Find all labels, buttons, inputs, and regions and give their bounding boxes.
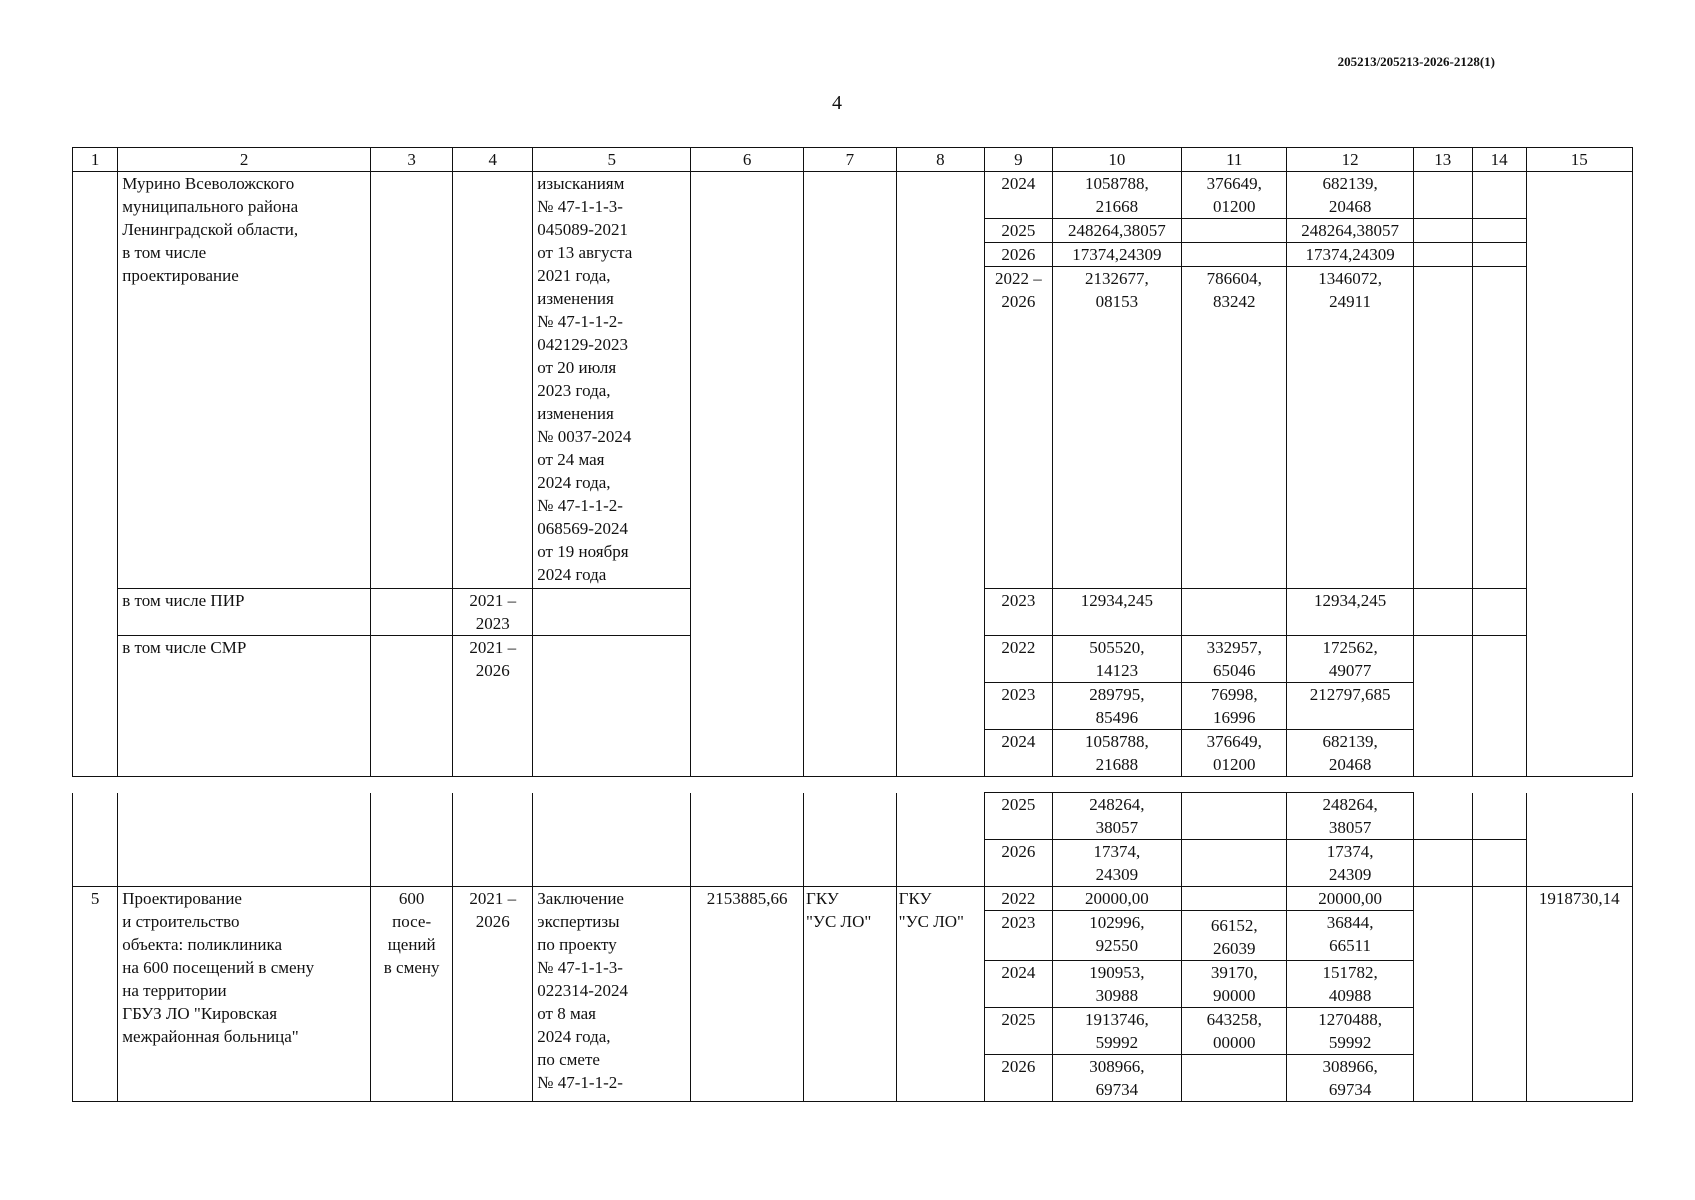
capacity-cell (371, 172, 453, 589)
object-name-cell: Проектирование и строительство объекта: поликлиника на 600 посещений в смену на территории ГБУЗ ЛО "Кировская межрайонная больница" (118, 887, 371, 1102)
header-cell: 14 (1472, 148, 1526, 172)
regional-cell: 172562, 49077 (1287, 636, 1413, 683)
table-row (73, 887, 1633, 911)
federal-cell (1182, 887, 1287, 911)
header-cell: 7 (803, 148, 896, 172)
capacity-cell (371, 589, 453, 636)
regional-cell: 212797,685 (1287, 683, 1413, 730)
object-name-cell: в том числе СМР (118, 636, 371, 777)
year-cell: 2022 (985, 887, 1052, 911)
total-cell: 1058788, 21688 (1052, 730, 1182, 777)
year-cell: 2024 (985, 961, 1052, 1008)
total-cell: 17374,24309 (1052, 243, 1182, 267)
total-cell: 102996, 92550 (1052, 911, 1182, 961)
year-cell: 2024 (985, 172, 1052, 219)
header-cell: 13 (1413, 148, 1472, 172)
period-cell: 2021 – 2026 (453, 636, 533, 777)
page-number: 4 (832, 92, 842, 114)
customer-cell (803, 793, 896, 887)
table-row (73, 793, 1633, 840)
capacity-cell: 600 посе- щений в смену (371, 887, 453, 1102)
federal-cell (1182, 793, 1287, 840)
col14-cell (1472, 887, 1526, 1102)
year-cell: 2025 (985, 219, 1052, 243)
total-cell: 308966, 69734 (1052, 1055, 1182, 1102)
table-row (73, 172, 1633, 219)
header-cell: 15 (1526, 148, 1632, 172)
total-cell: 12934,245 (1052, 589, 1182, 636)
regional-cell: 1270488, 59992 (1287, 1008, 1413, 1055)
year-cell: 2023 (985, 683, 1052, 730)
developer-cell (896, 793, 984, 887)
header-row (73, 148, 1633, 172)
total-cell: 2132677, 08153 (1052, 267, 1182, 589)
data-table-lower (72, 792, 1633, 1102)
cost-cell (691, 172, 804, 777)
regional-cell: 248264,38057 (1287, 219, 1413, 243)
total-cell: 1058788, 21668 (1052, 172, 1182, 219)
header-cell: 4 (453, 148, 533, 172)
header-cell: 8 (896, 148, 984, 172)
regional-cell: 17374,24309 (1287, 243, 1413, 267)
year-cell: 2022 (985, 636, 1052, 683)
federal-cell: 76998, 16996 (1182, 683, 1287, 730)
col14-cell (1472, 172, 1526, 219)
header-cell: 10 (1052, 148, 1182, 172)
period-cell: 2021 – 2023 (453, 589, 533, 636)
header-cell: 11 (1182, 148, 1287, 172)
regional-cell: 682139, 20468 (1287, 172, 1413, 219)
year-cell: 2023 (985, 589, 1052, 636)
col13-cell (1413, 793, 1472, 840)
period-cell (453, 793, 533, 887)
col13-cell (1413, 267, 1472, 589)
federal-cell: 332957, 65046 (1182, 636, 1287, 683)
year-cell: 2025 (985, 793, 1052, 840)
customer-cell: ГКУ "УС ЛО" (803, 887, 896, 1102)
total-cell: 289795, 85496 (1052, 683, 1182, 730)
year-cell: 2026 (985, 243, 1052, 267)
col14-cell (1472, 793, 1526, 840)
col14-cell (1472, 243, 1526, 267)
object-name-cell: Мурино Всеволожского муниципального района Ленинградской области, в том числе проектирование (118, 172, 371, 589)
federal-cell: 786604, 83242 (1182, 267, 1287, 589)
expertise-cell (533, 793, 691, 887)
federal-cell (1182, 589, 1287, 636)
regional-cell: 682139, 20468 (1287, 730, 1413, 777)
period-cell (453, 172, 533, 589)
col13-cell (1413, 636, 1472, 777)
expertise-cell (533, 636, 691, 777)
federal-cell: 376649, 01200 (1182, 730, 1287, 777)
developer-cell: ГКУ "УС ЛО" (896, 887, 984, 1102)
federal-cell (1182, 219, 1287, 243)
expertise-cell: Заключение экспертизы по проекту № 47-1-1-3- 022314-2024 от 8 мая 2024 года, по смете № 47-1-1-2- (533, 887, 691, 1102)
header-cell: 2 (118, 148, 371, 172)
regional-cell: 308966, 69734 (1287, 1055, 1413, 1102)
regional-cell: 17374, 24309 (1287, 840, 1413, 887)
federal-cell (1182, 243, 1287, 267)
period-cell: 2021 – 2026 (453, 887, 533, 1102)
col13-cell (1413, 840, 1472, 887)
col15-cell (1526, 793, 1632, 887)
col1-empty-cell (73, 793, 118, 887)
header-cell: 9 (985, 148, 1052, 172)
header-cell: 1 (73, 148, 118, 172)
header-cell: 12 (1287, 148, 1413, 172)
row-number-cell: 5 (73, 887, 118, 1102)
col13-cell (1413, 887, 1472, 1102)
data-table (72, 147, 1633, 777)
year-cell: 2023 (985, 911, 1052, 961)
regional-cell: 36844, 66511 (1287, 911, 1413, 961)
customer-cell (803, 172, 896, 777)
col1-empty-cell (73, 172, 118, 777)
capacity-cell (371, 636, 453, 777)
col15-cell: 1918730,14 (1526, 887, 1632, 1102)
regional-cell: 20000,00 (1287, 887, 1413, 911)
federal-cell: 39170, 90000 (1182, 961, 1287, 1008)
developer-cell (896, 172, 984, 777)
expertise-cell (533, 589, 691, 636)
col14-cell (1472, 636, 1526, 777)
document-id: 205213/205213-2026-2128(1) (1337, 54, 1495, 69)
col14-cell (1472, 589, 1526, 636)
year-cell: 2022 – 2026 (985, 267, 1052, 589)
total-cell: 248264, 38057 (1052, 793, 1182, 840)
col14-cell (1472, 267, 1526, 589)
cost-cell: 2153885,66 (691, 887, 804, 1102)
total-cell: 505520, 14123 (1052, 636, 1182, 683)
col15-cell (1526, 172, 1632, 777)
total-cell: 248264,38057 (1052, 219, 1182, 243)
object-name-cell (118, 793, 371, 887)
col13-cell (1413, 243, 1472, 267)
year-cell: 2024 (985, 730, 1052, 777)
object-name-cell: в том числе ПИР (118, 589, 371, 636)
col14-cell (1472, 840, 1526, 887)
col13-cell (1413, 589, 1472, 636)
expertise-cell: изысканиям № 47-1-1-3- 045089-2021 от 13 августа 2021 года, изменения № 47-1-1-2- 042129-2023 от 20 июля 2023 года, изменения № 0037-2024 от 24 мая 2024 года, № 47-1-1-2- 068569-2024 от 19 ноября 2024 года (533, 172, 691, 589)
year-cell: 2025 (985, 1008, 1052, 1055)
federal-cell: 66152, 26039 (1182, 911, 1287, 961)
header-cell: 3 (371, 148, 453, 172)
year-cell: 2026 (985, 1055, 1052, 1102)
capacity-cell (371, 793, 453, 887)
total-cell: 1913746, 59992 (1052, 1008, 1182, 1055)
col13-cell (1413, 172, 1472, 219)
cost-cell (691, 793, 804, 887)
header-cell: 6 (691, 148, 804, 172)
federal-cell (1182, 1055, 1287, 1102)
regional-cell: 1346072, 24911 (1287, 267, 1413, 589)
regional-cell: 248264, 38057 (1287, 793, 1413, 840)
total-cell: 190953, 30988 (1052, 961, 1182, 1008)
year-cell: 2026 (985, 840, 1052, 887)
total-cell: 17374, 24309 (1052, 840, 1182, 887)
col14-cell (1472, 219, 1526, 243)
federal-cell (1182, 840, 1287, 887)
regional-cell: 12934,245 (1287, 589, 1413, 636)
regional-cell: 151782, 40988 (1287, 961, 1413, 1008)
federal-cell: 643258, 00000 (1182, 1008, 1287, 1055)
col13-cell (1413, 219, 1472, 243)
header-cell: 5 (533, 148, 691, 172)
total-cell: 20000,00 (1052, 887, 1182, 911)
federal-cell: 376649, 01200 (1182, 172, 1287, 219)
